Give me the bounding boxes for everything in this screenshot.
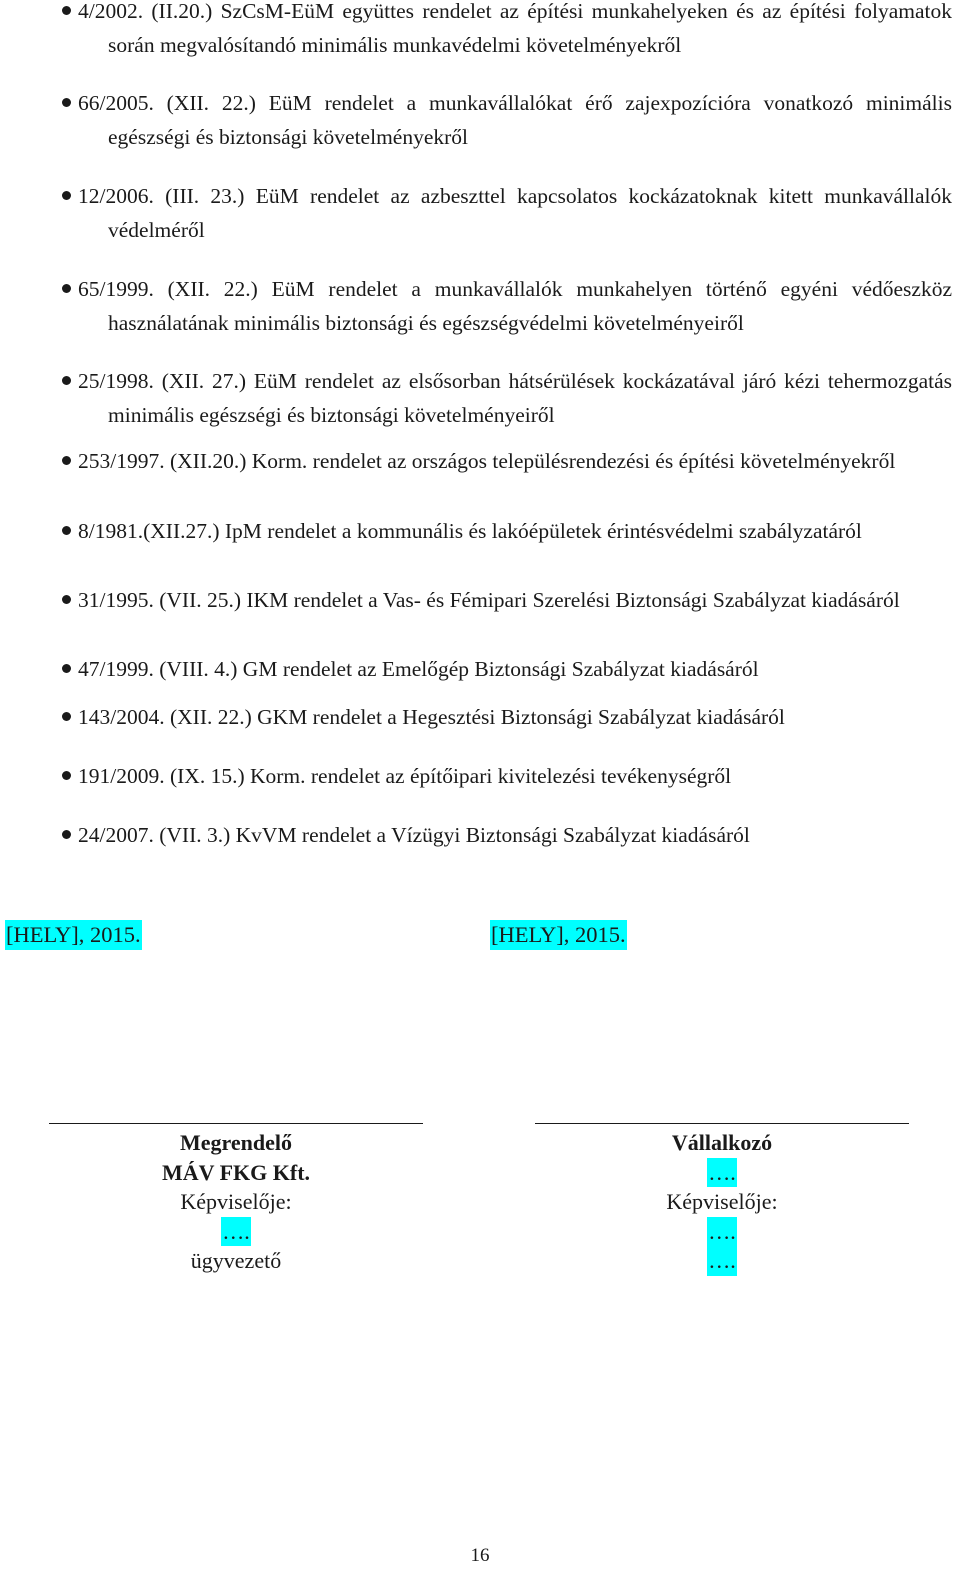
list-item-text: 31/1995. (VII. 25.) IKM rendelet a Vas- és Fémipari Szerelési Biztonsági Szabályzat kiadásáról	[78, 588, 900, 612]
signature-rep-name: ….	[221, 1217, 251, 1247]
signature-block-customer	[49, 1128, 423, 1276]
bullet-icon	[62, 272, 72, 306]
bullet-icon	[62, 818, 72, 852]
list-item	[62, 652, 952, 686]
signature-rep-label: Képviselője:	[666, 1189, 778, 1214]
list-item	[62, 759, 952, 793]
signature-rep-label: Képviselője:	[180, 1189, 292, 1214]
signature-rep-title: ügyvezető	[190, 1248, 282, 1273]
page-number: 16	[470, 1545, 490, 1566]
bullet-icon	[62, 652, 72, 686]
signature-role: Vállalkozó	[671, 1130, 773, 1155]
list-item	[62, 86, 952, 154]
list-item-text: 47/1999. (VIII. 4.) GM rendelet az Emelőgép Biztonsági Szabályzat kiadásáról	[78, 657, 759, 681]
bullet-icon	[62, 179, 72, 213]
list-item-text: 8/1981.(XII.27.) IpM rendelet a kommunális és lakóépületek érintésvédelmi szabályzatáról	[78, 519, 862, 543]
signature-role: Megrendelő	[179, 1130, 292, 1155]
list-item	[62, 444, 952, 478]
signature-company: MÁV FKG Kft.	[161, 1159, 311, 1185]
bullet-icon	[62, 700, 72, 734]
bullet-icon	[62, 514, 72, 548]
list-item-text: 66/2005. (XII. 22.) EüM rendelet a munkavállalókat érő zajexpozícióra vonatkozó minimális egészségi és biztonsági követelményekről	[78, 91, 952, 149]
signature-line-left	[49, 1123, 423, 1124]
bullet-icon	[62, 759, 72, 793]
bullet-icon	[62, 364, 72, 398]
signature-line-right	[535, 1123, 909, 1124]
list-item	[62, 0, 952, 62]
list-item	[62, 583, 952, 617]
signature-block-contractor	[535, 1128, 909, 1276]
signature-rep-name: ….	[707, 1217, 737, 1247]
place-date-right: [HELY], 2015.	[490, 920, 627, 950]
bullet-icon	[62, 444, 72, 478]
list-item-text: 24/2007. (VII. 3.) KvVM rendelet a Vízügyi Biztonsági Szabályzat kiadásáról	[78, 823, 750, 847]
list-item-text: 4/2002. (II.20.) SzCsM-EüM együttes rendelet az építési munkahelyeken és az építési folyamatok során megvalósítandó minimális munkavédelmi követelményekről	[78, 0, 952, 57]
list-item-text: 12/2006. (III. 23.) EüM rendelet az azbeszttel kapcsolatos kockázatoknak kitett munkavállalók védelméről	[78, 184, 952, 242]
bullet-icon	[62, 583, 72, 617]
list-item-text: 65/1999. (XII. 22.) EüM rendelet a munkavállalók munkahelyen történő egyéni védőeszköz használatának minimális biztonsági és egészségvédelmi követelményeiről	[78, 277, 952, 335]
list-item-text: 25/1998. (XII. 27.) EüM rendelet az elsősorban hátsérülések kockázatával járó kézi tehermozgatás minimális egészségi és biztonsági követelményeiről	[78, 369, 952, 427]
list-item	[62, 700, 952, 734]
bullet-icon	[62, 0, 72, 28]
list-item	[62, 818, 952, 852]
list-item	[62, 272, 952, 340]
signature-rep-title: ….	[707, 1246, 737, 1276]
list-item-text: 191/2009. (IX. 15.) Korm. rendelet az építőipari kivitelezési tevékenységről	[78, 764, 732, 788]
list-item-text: 253/1997. (XII.20.) Korm. rendelet az országos településrendezési és építési követelményekről	[78, 449, 896, 473]
list-item	[62, 364, 952, 432]
list-item-text: 143/2004. (XII. 22.) GKM rendelet a Hegesztési Biztonsági Szabályzat kiadásáról	[78, 705, 785, 729]
list-item	[62, 514, 952, 548]
list-item	[62, 179, 952, 247]
bullet-icon	[62, 86, 72, 120]
signature-company: ….	[707, 1158, 737, 1188]
place-date-left: [HELY], 2015.	[5, 920, 142, 950]
